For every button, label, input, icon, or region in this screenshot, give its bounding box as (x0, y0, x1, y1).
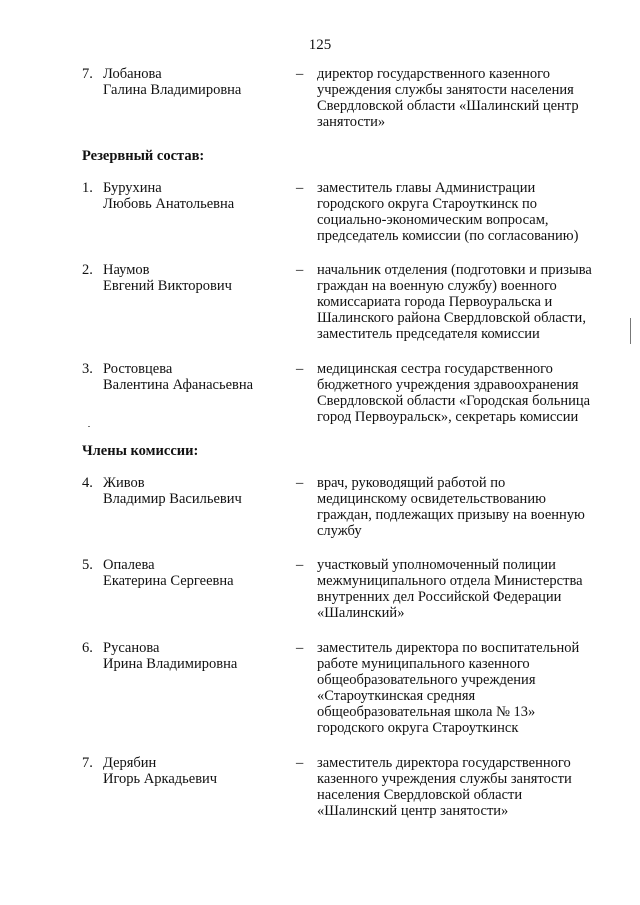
desc-line: социально-экономическим вопросам, (317, 212, 549, 228)
entry-number: 1. (82, 180, 93, 196)
desc-line: «Шалинский» (317, 605, 405, 621)
dash: – (296, 180, 304, 196)
desc-line: Свердловской области «Шалинский центр (317, 98, 579, 114)
position-description (317, 66, 617, 130)
desc-line: работе муниципального казенного (317, 656, 530, 672)
given-names: Владимир Васильевич (103, 491, 242, 507)
person-name (103, 262, 288, 294)
given-names: Валентина Афанасьевна (103, 377, 254, 393)
desc-line: граждан, подлежащих призыву на военную (317, 507, 585, 523)
desc-line: заместитель директора государственного (317, 755, 571, 771)
desc-line: медицинская сестра государственного (317, 361, 553, 377)
desc-line: комиссариата города Первоуральска и (317, 294, 553, 310)
desc-line: участковый уполномоченный полиции (317, 557, 556, 573)
surname: Ростовцева (103, 361, 173, 377)
desc-line: занятости» (317, 114, 386, 130)
dash: – (296, 640, 304, 656)
desc-line: городского округа Староуткинск (317, 720, 519, 736)
section-heading-reserve: Резервный состав: (82, 148, 205, 164)
desc-line: заместитель председателя комиссии (317, 326, 540, 342)
given-names: Екатерина Сергеевна (103, 573, 234, 589)
given-names: Галина Владимировна (103, 82, 242, 98)
person-name (103, 755, 288, 787)
surname: Дерябин (103, 755, 157, 771)
desc-line: «Шалинский центр занятости» (317, 803, 509, 819)
desc-line: населения Свердловской области (317, 787, 523, 803)
position-description (317, 557, 617, 621)
person-name (103, 180, 288, 212)
dash: – (296, 557, 304, 573)
entry-number: 2. (82, 262, 93, 278)
desc-line: городского округа Староуткинск по (317, 196, 538, 212)
surname: Лобанова (103, 66, 162, 82)
dash: – (296, 755, 304, 771)
desc-line: учреждения службы занятости населения (317, 82, 574, 98)
person-name (103, 66, 288, 98)
scan-speck (88, 426, 90, 427)
dash: – (296, 262, 304, 278)
given-names: Евгений Викторович (103, 278, 232, 294)
desc-line: Свердловской области «Городская больница (317, 393, 591, 409)
position-description (317, 262, 617, 342)
position-description (317, 475, 617, 539)
entry-number: 7. (82, 66, 93, 82)
desc-line: казенного учреждения службы занятости (317, 771, 572, 787)
desc-line: врач, руководящий работой по (317, 475, 506, 491)
given-names: Ирина Владимировна (103, 656, 238, 672)
dash: – (296, 361, 304, 377)
person-name (103, 361, 288, 393)
surname: Живов (103, 475, 145, 491)
desc-line: граждан на военную службу) военного (317, 278, 557, 294)
surname: Русанова (103, 640, 160, 656)
person-name (103, 640, 288, 672)
surname: Бурухина (103, 180, 162, 196)
position-description (317, 361, 617, 425)
desc-line: общеобразовательного учреждения (317, 672, 536, 688)
entry-number: 7. (82, 755, 93, 771)
page-number: 125 (308, 37, 332, 53)
desc-line: внутренних дел Российской Федерации (317, 589, 562, 605)
dash: – (296, 66, 304, 82)
desc-line: заместитель директора по воспитательной (317, 640, 580, 656)
entry-number: 4. (82, 475, 93, 491)
desc-line: службу (317, 523, 362, 539)
entry-number: 6. (82, 640, 93, 656)
desc-line: председатель комиссии (по согласованию) (317, 228, 579, 244)
desc-line: «Староуткинская средняя (317, 688, 476, 704)
desc-line: медицинскому освидетельствованию (317, 491, 546, 507)
position-description (317, 640, 617, 736)
desc-line: заместитель главы Администрации (317, 180, 536, 196)
position-description (317, 755, 617, 819)
person-name (103, 557, 288, 589)
desc-line: Шалинского района Свердловской области, (317, 310, 586, 326)
desc-line: межмуниципального отдела Министерства (317, 573, 583, 589)
position-description (317, 180, 617, 244)
person-name (103, 475, 288, 507)
entry-number: 3. (82, 361, 93, 377)
surname: Опалева (103, 557, 155, 573)
given-names: Любовь Анатольевна (103, 196, 235, 212)
desc-line: город Первоуральск», секретарь комиссии (317, 409, 579, 425)
desc-line: бюджетного учреждения здравоохранения (317, 377, 579, 393)
given-names: Игорь Аркадьевич (103, 771, 218, 787)
dash: – (296, 475, 304, 491)
desc-line: директор государственного казенного (317, 66, 551, 82)
scan-speck (630, 318, 631, 344)
surname: Наумов (103, 262, 150, 278)
desc-line: начальник отделения (подготовки и призыва (317, 262, 592, 278)
entry-number: 5. (82, 557, 93, 573)
desc-line: общеобразовательная школа № 13» (317, 704, 536, 720)
section-heading-members: Члены комиссии: (82, 443, 199, 459)
